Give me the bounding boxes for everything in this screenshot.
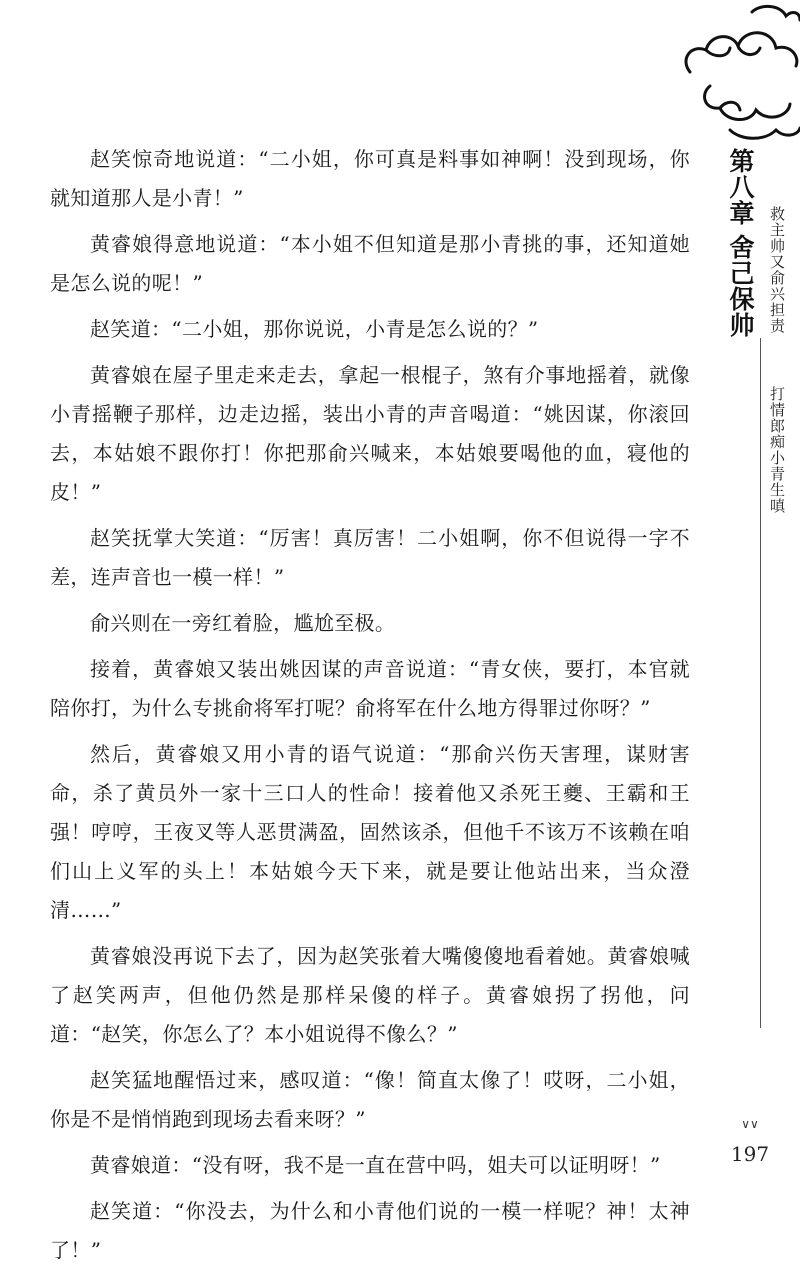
paragraph: 赵笑惊奇地说道：“二小姐，你可真是料事如神啊！没到现场，你就知道那人是小青！”	[50, 147, 690, 210]
chapter-subtitle-2: 打情郎痴小青生嗔	[768, 386, 786, 514]
page-number: 197	[730, 1142, 770, 1166]
paragraph: 赵笑抚掌大笑道：“厉害！真厉害！二小姐啊，你不但说得一字不差，连声音也一模一样！”	[50, 526, 690, 589]
cloud-ornament-icon	[680, 0, 800, 150]
chevron-down-icon: ∨∨	[741, 1117, 759, 1131]
paragraph: 赵笑道：“二小姐，那你说说，小青是怎么说的？”	[90, 317, 539, 341]
paragraph: 赵笑猛地醒悟过来，感叹道：“像！简直太像了！哎呀，二小姐，你是不是悄悄跑到现场去看来呀？”	[50, 1068, 690, 1131]
paragraph: 黄睿娘在屋子里走来走去，拿起一根棍子，煞有介事地摇着，就像小青摇鞭子那样，边走边摇，装出小青的声音喝道：“姚因谋，你滚回去，本姑娘不跟你打！你把那俞兴喊来，本姑娘要喝他的血，寝他的皮！”	[50, 363, 690, 504]
paragraph: 黄睿娘没再说下去了，因为赵笑张着大嘴傻傻地看着她。黄睿娘喊了赵笑两声，但他仍然是那样呆傻的样子。黄睿娘拐了拐他，问道：“赵笑，你怎么了？本小姐说得不像么？”	[50, 944, 690, 1046]
paragraph: 俞兴则在一旁红着脸，尴尬至极。	[90, 611, 396, 635]
chapter-sidebar	[728, 148, 792, 1048]
paragraph: 黄睿娘得意地说道：“本小姐不但知道是那小青挑的事，还知道她是怎么说的呢！”	[50, 232, 690, 295]
paragraph: 然后，黄睿娘又用小青的语气说道：“那俞兴伤天害理，谋财害命，杀了黄员外一家十三口人的性命！接着他又杀死王夔、王霸和王强！哼哼，王夜叉等人恶贯满盈，固然该杀，但他千不该万不该赖在咱们山上义军的头上！本姑娘今天下来，就是要让他站出来，当众澄清……”	[50, 742, 690, 922]
paragraph: 赵笑道：“你没去，为什么和小青他们说的一模一样呢？神！太神了！”	[50, 1199, 690, 1262]
sidebar-divider	[760, 338, 761, 1028]
paragraph: 黄睿娘道：“没有呀，我不是一直在营中吗，姐夫可以证明呀！”	[90, 1153, 661, 1177]
body-text	[50, 140, 690, 1277]
chapter-title: 舍己保帅	[726, 234, 755, 338]
chapter-subtitle-1: 救主帅又俞兴担责	[768, 206, 786, 334]
chapter-number: 第八章	[726, 148, 755, 226]
paragraph: 接着，黄睿娘又装出姚因谋的声音说道：“青女侠，要打，本官就陪你打，为什么专挑俞将军打呢？俞将军在什么地方得罪过你呀？”	[50, 657, 690, 720]
